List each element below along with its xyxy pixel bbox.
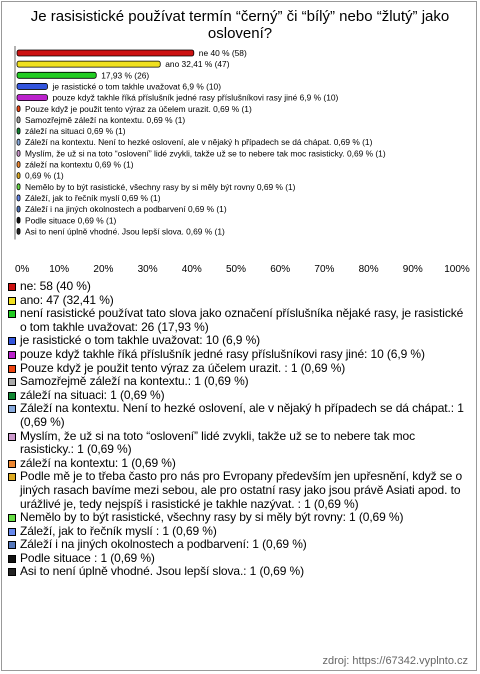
legend-swatch-5 bbox=[8, 365, 16, 373]
legend-swatch-7 bbox=[8, 392, 16, 400]
x-tick-label-1: 10% bbox=[49, 264, 70, 275]
bar-11 bbox=[17, 173, 20, 179]
bar-label-7: záleží na situaci 0,69 % (1) bbox=[25, 126, 126, 137]
legend-text-9: Myslím, že už si na toto “oslovení” lidé zvykli, takže už se to nebere tak moc rasisticky.: 1 (0,69 %) bbox=[20, 428, 416, 457]
legend-swatch-12 bbox=[8, 514, 16, 522]
legend-item-11 bbox=[8, 470, 472, 511]
legend-text-11: Podle mě je to třeba často pro nás pro Evropany především jen upřesnění, když se o jiných rasach bavíme mezi sebou, ale pro ostatní rasy jako jsou právě Asiati apod. to urážlivé je, tedy nejspíš i rasistické je takhle nazývat. : 1 (0,69 %) bbox=[20, 469, 463, 511]
legend-swatch-1 bbox=[8, 297, 16, 305]
legend-swatch-2 bbox=[8, 310, 16, 318]
source-footer: zdroj: https://67342.vyplnto.cz bbox=[322, 655, 468, 667]
legend-item-3 bbox=[8, 334, 472, 348]
bar-label-14: Záleží i na jiných okolnostech a podbarvení 0,69 % (1) bbox=[25, 204, 227, 215]
bar-label-13: Záleží, jak to řečník myslí 0,69 % (1) bbox=[25, 192, 161, 203]
bar-14 bbox=[17, 206, 20, 212]
bar-7 bbox=[17, 128, 20, 134]
legend-swatch-15 bbox=[8, 555, 16, 563]
legend-swatch-8 bbox=[8, 405, 16, 413]
bar-9 bbox=[17, 150, 20, 156]
legend-text-6: Samozřejmě záleží na kontextu.: 1 (0,69 %) bbox=[20, 374, 249, 389]
legend-swatch-16 bbox=[8, 568, 16, 576]
legend-item-0 bbox=[8, 280, 472, 294]
bar-8 bbox=[17, 139, 20, 145]
x-tick-label-9: 90% bbox=[402, 264, 423, 275]
legend-text-5: Pouze když je použit tento výraz za účelem urazit. : 1 (0,69 %) bbox=[20, 360, 346, 375]
legend-item-12 bbox=[8, 511, 472, 525]
legend bbox=[8, 280, 472, 579]
legend-item-16 bbox=[8, 565, 472, 579]
legend-text-7: záleží na situaci: 1 (0,69 %) bbox=[20, 387, 165, 402]
bar-label-11: 0,69 % (1) bbox=[25, 170, 64, 181]
x-tick-label-5: 50% bbox=[225, 264, 247, 275]
legend-item-5 bbox=[8, 362, 472, 376]
bar-label-2: 17,93 % (26) bbox=[101, 70, 150, 81]
bar-0 bbox=[17, 50, 194, 56]
chart-title: Je rasisistické používat termín “černý” či “bílý” nebo “žlutý” jako oslovení? bbox=[30, 8, 450, 42]
legend-text-16: Asi to není úplně vhodné. Jsou lepší slova.: 1 (0,69 %) bbox=[20, 564, 305, 579]
legend-swatch-0 bbox=[8, 283, 16, 291]
legend-text-2: není rasistické používat tato slova jako označení příslušníka nějaké rasy, je rasistické o tom takhle uvažovat: 26 (17,93 %) bbox=[20, 306, 464, 334]
legend-text-1: ano: 47 (32,41 %) bbox=[20, 292, 114, 307]
bar-label-15: Podle situace 0,69 % (1) bbox=[25, 215, 117, 226]
legend-item-2 bbox=[8, 307, 472, 334]
legend-item-15 bbox=[8, 552, 472, 566]
x-tick-label-0: 0% bbox=[15, 264, 30, 275]
bar-label-6: Samozřejmě záleží na kontextu. 0,69 % (1) bbox=[25, 114, 186, 125]
bar-3 bbox=[17, 83, 47, 89]
bar-label-12: Nemělo by to být rasistické, všechny rasy by si měly být rovny 0,69 % (1) bbox=[25, 181, 296, 192]
legend-text-0: ne: 58 (40 %) bbox=[20, 279, 91, 293]
legend-swatch-3 bbox=[8, 337, 16, 345]
legend-swatch-4 bbox=[8, 351, 16, 359]
legend-swatch-6 bbox=[8, 378, 16, 386]
legend-item-9 bbox=[8, 430, 472, 457]
bar-label-0: ne 40 % (58) bbox=[198, 48, 247, 58]
legend-text-12: Nemělo by to být rasistické, všechny rasy by si měly být rovny: 1 (0,69 %) bbox=[20, 510, 404, 525]
bar-label-16: Asi to není úplně vhodné. Jsou lepší slova. 0,69 % (1) bbox=[25, 226, 225, 237]
x-tick-label-8: 80% bbox=[358, 264, 379, 275]
bar-label-4: pouze když takhle říká příslušník jedné rasy příslušníkovi rasy jiné 6,9 % (10) bbox=[52, 92, 339, 103]
bar-label-5: Pouze když je použit tento výraz za účelem urazit. 0,69 % (1) bbox=[25, 103, 252, 114]
x-tick-label-6: 60% bbox=[270, 264, 291, 275]
x-tick-label-3: 30% bbox=[137, 264, 158, 275]
legend-item-7 bbox=[8, 389, 472, 403]
bar-label-3: je rasistické o tom takhle uvažovat 6,9 % (10) bbox=[52, 81, 222, 92]
legend-swatch-13 bbox=[8, 528, 16, 536]
legend-text-13: Záleží, jak to řečník myslí : 1 (0,69 %) bbox=[20, 523, 217, 538]
x-tick-label-2: 20% bbox=[93, 264, 114, 275]
legend-text-4: pouze když takhle říká příslušník jedné rasy příslušníkovi rasy jiné: 10 (6,9 %) bbox=[20, 346, 425, 361]
legend-item-14 bbox=[8, 538, 472, 552]
bar-label-9: Myslím, že už si na toto “oslovení” lidé zvykli, takže už se to nebere tak moc rasisticky. 0,69 % (1) bbox=[25, 148, 386, 159]
legend-item-4 bbox=[8, 348, 472, 362]
bar-label-1: ano 32,41 % (47) bbox=[165, 59, 230, 70]
legend-swatch-9 bbox=[8, 433, 16, 441]
legend-text-3: je rasistické o tom takhle uvažovat: 10 (6,9 %) bbox=[20, 333, 261, 348]
x-tick-label-4: 40% bbox=[181, 264, 202, 275]
legend-swatch-14 bbox=[8, 541, 16, 549]
bar-12 bbox=[17, 184, 20, 190]
bar-13 bbox=[17, 195, 20, 201]
legend-item-1 bbox=[8, 294, 472, 308]
legend-item-10 bbox=[8, 457, 472, 471]
bar-4 bbox=[17, 95, 47, 101]
bar-15 bbox=[17, 217, 20, 223]
bar-2 bbox=[17, 72, 96, 78]
legend-item-6 bbox=[8, 375, 472, 389]
legend-text-15: Podle situace : 1 (0,69 %) bbox=[20, 550, 155, 565]
bar-16 bbox=[17, 228, 20, 234]
bar-6 bbox=[17, 117, 20, 123]
legend-item-13 bbox=[8, 525, 472, 539]
legend-text-14: Záleží i na jiných okolnostech a podbarvení: 1 (0,69 %) bbox=[20, 537, 307, 552]
x-tick-label-7: 70% bbox=[314, 264, 335, 275]
x-tick-label-10: 100% bbox=[444, 264, 470, 275]
legend-item-8 bbox=[8, 402, 472, 429]
legend-text-10: záleží na kontextu: 1 (0,69 %) bbox=[20, 455, 176, 470]
legend-text-8: Záleží na kontextu. Není to hezké oslovení, ale v nějaký h případech se dá chápat.: 1 (0,69 %) bbox=[20, 401, 464, 429]
bar-label-8: Záleží na kontextu. Není to hezké oslovení, ale v nějaký h případech se dá chápat. 0,69 % (1) bbox=[25, 137, 373, 148]
legend-swatch-10 bbox=[8, 460, 16, 468]
bar-1 bbox=[17, 61, 160, 67]
bar-label-10: záleží na kontextu 0,69 % (1) bbox=[25, 159, 134, 170]
legend-swatch-11 bbox=[8, 473, 16, 481]
bar-5 bbox=[17, 106, 20, 112]
bar-chart bbox=[0, 0, 480, 280]
bar-10 bbox=[17, 162, 20, 168]
